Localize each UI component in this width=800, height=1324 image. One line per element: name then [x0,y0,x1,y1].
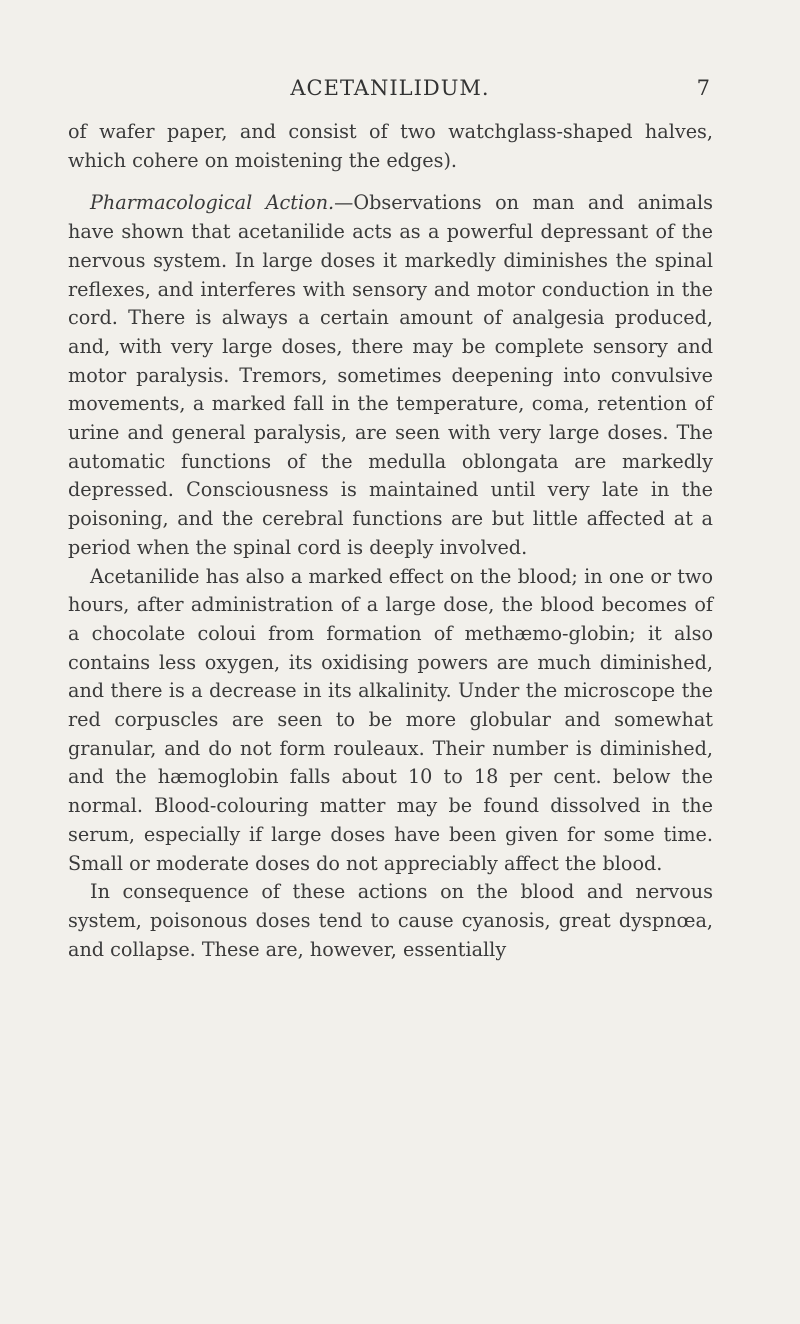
section-heading: Pharmacological Action. [90,191,335,215]
paragraph-blood-effect: Acetanilide has also a marked effect on the blood; in one or two hours, after administration of a large dose, the blood becomes of a chocolate coloui from formation of methæmo-globin; it also contains less oxygen, its oxidising powers are much diminished, and there is a decrease in its alkalinity. Under the microscope the red corpuscles are seen to be more globular and somewhat granular, and do not form rouleaux. Their number is diminished, and the hæmoglobin falls about 10 to 18 per cent. below the normal. Blood-colouring matter may be found dissolved in the serum, especially if large doses have been given for some time. Small or moderate doses do not appreciably affect the blood. [68,564,713,875]
page-header [70,76,710,106]
paragraph-pharmacological-action [68,189,713,562]
paragraph-text: —Observations on man and animals have shown that acetanilide acts as a powerful depressant of the nervous system. In large doses it markedly diminishes the spinal reflexes, and interferes with sensory and motor conduction in the cord. There is always a certain amount of analgesia produced, and, with very large doses, there may be complete sensory and motor paralysis. Tremors, sometimes deepening into convulsive movements, a marked fall in the temperature, coma, retention of urine and general paralysis, are seen with very large doses. The automatic functions of the medulla oblongata are markedly depressed. Consciousness is maintained until very late in the poisoning, and the cerebral functions are but little affected at a period when the spinal cord is deeply involved. [68,191,713,559]
page-number: 7 [696,76,710,100]
running-title: ACETANILIDUM. [290,76,490,100]
paragraph-consequence: In consequence of these actions on the blood and nervous system, poisonous doses tend to cause cyanosis, great dyspnœa, and collapse. These are, however, essentially [68,880,713,961]
paragraph-continuation: of wafer paper, and consist of two watchglass-shaped halves, which cohere on moistening the edges). [68,120,713,172]
page-body [68,118,713,964]
